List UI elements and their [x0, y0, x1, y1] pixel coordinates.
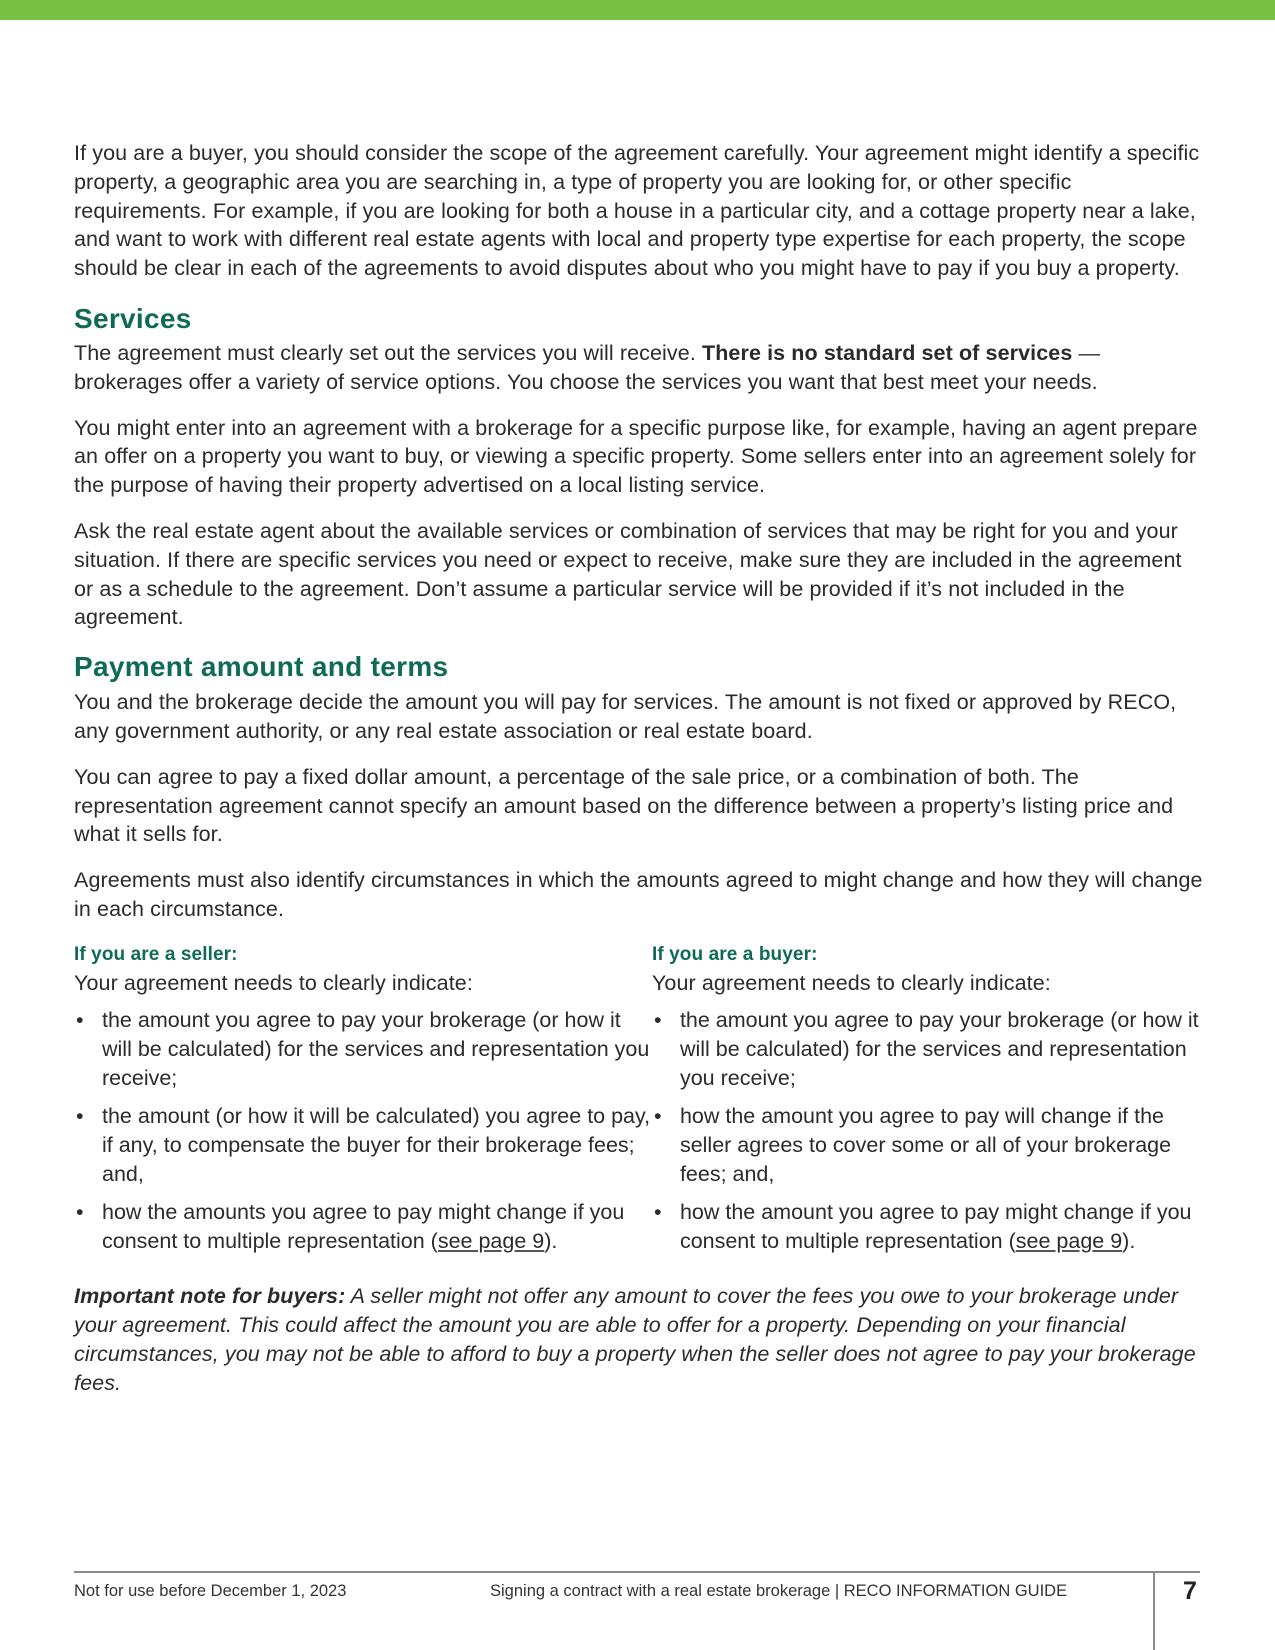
services-paragraph-2: You might enter into an agreement with a brokerage for a specific purpose like, for example, having an agent prepare an offer on a property you want to buy, or viewing a specific property. Some sellers enter into an agreement solely for the purpose of having their property advertised on a local listing service.	[74, 415, 1198, 498]
list-item-text-end: ).	[1122, 1228, 1136, 1253]
payment-paragraph-2: You can agree to pay a fixed dollar amount, a percentage of the sale price, or a combination of both. The representation agreement cannot specify an amount based on the difference between a property’s listing price and what it sells for.	[74, 764, 1174, 847]
bullet-icon: •	[653, 1199, 662, 1224]
list-item-text: the amount you agree to pay your brokerage (or how it will be calculated) for the services and representation you receive;	[102, 1007, 650, 1090]
important-note-text: A seller might not offer any amount to cover the fees you owe to your brokerage under your agreement. This could affect the amount you are able to offer for a property. Depending on your financial circumstances, you may not be able to afford to buy a property when the seller does not agree to pay your brokerage fees.	[74, 1283, 1196, 1395]
payment-heading: Payment amount and terms	[74, 651, 449, 683]
services-heading: Services	[74, 302, 192, 334]
seller-buyer-columns	[74, 943, 1204, 1265]
buyer-list	[652, 1006, 1204, 1256]
buyer-column	[652, 943, 1204, 1265]
services-paragraph-1	[74, 339, 1204, 397]
list-item-text: the amount you agree to pay your brokerage (or how it will be calculated) for the services and representation you receive;	[679, 1007, 1199, 1090]
payment-paragraph-3: Agreements must also identify circumstances in which the amounts agreed to might change and how they will change in each circumstance.	[74, 868, 1203, 921]
services-p1-bold: There is no standard set of services	[701, 340, 1073, 365]
list-item-text: how the amount you agree to pay might change if you consent to multiple representation (	[679, 1199, 1192, 1253]
bullet-icon: •	[653, 1007, 662, 1032]
footer-date-notice: Not for use before December 1, 2023	[74, 1582, 347, 1600]
list-item	[652, 1198, 1204, 1256]
list-item-text: how the amount you agree to pay will change if the seller agrees to cover some or all of your brokerage fees; and,	[679, 1103, 1172, 1186]
see-page-9-link[interactable]: see page 9	[1015, 1228, 1123, 1253]
important-note	[74, 1282, 1204, 1398]
list-item	[652, 1102, 1204, 1189]
footer-guide-title: Signing a contract with a real estate brokerage | RECO INFORMATION GUIDE	[490, 1582, 1068, 1600]
seller-intro: Your agreement needs to clearly indicate:	[74, 970, 473, 995]
list-item	[74, 1102, 652, 1189]
seller-list	[74, 1006, 652, 1256]
bullet-icon: •	[76, 1007, 84, 1032]
services-p1-text-after: — brokerages offer a variety of service options. You choose the services you want that best meet your needs.	[74, 340, 1101, 394]
buyer-intro: Your agreement needs to clearly indicate:	[651, 970, 1051, 995]
list-item-text: the amount (or how it will be calculated) you agree to pay, if any, to compensate the buyer for their brokerage fees; and,	[102, 1103, 651, 1186]
footer-divider-line	[74, 1571, 1200, 1573]
seller-column	[74, 943, 652, 1265]
payment-paragraph-1: You and the brokerage decide the amount you will pay for services. The amount is not fixed or approved by RECO, any government authority, or any real estate association or real estate board.	[74, 690, 1177, 743]
bullet-icon: •	[653, 1103, 662, 1128]
important-note-label: Important note for buyers:	[74, 1283, 346, 1308]
intro-paragraph: If you are a buyer, you should consider the scope of the agreement carefully. Your agreement might identify a specific property, a geographic area you are searching in, a type of property you are looking for, or other specific requirements. For example, if you are looking for both a house in a particular city, and a cottage property near a lake, and want to work with different real estate agents with local and property type expertise for each property, the scope should be clear in each of the agreements to avoid disputes about who you might have to pay if you buy a property.	[74, 141, 1200, 281]
bullet-icon: •	[76, 1103, 84, 1128]
footer-vertical-divider	[1153, 1571, 1155, 1650]
page-number: 7	[1183, 1577, 1197, 1605]
buyer-heading: If you are a buyer:	[651, 943, 818, 965]
list-item-text: how the amounts you agree to pay might change if you consent to multiple representation (	[102, 1199, 625, 1253]
services-paragraph-3: Ask the real estate agent about the available services or combination of services that may be right for you and your situation. If there are specific services you need or expect to receive, make sure they are included in the agreement or as a schedule to the agreement. Don’t assume a particular service will be provided if it’s not included in the agreement.	[74, 518, 1182, 630]
top-accent-bar	[0, 0, 1275, 20]
page-content	[74, 139, 1204, 1398]
see-page-9-link[interactable]: see page 9	[437, 1228, 545, 1253]
bullet-icon: •	[76, 1199, 84, 1224]
list-item	[74, 1198, 652, 1256]
services-p1-text: The agreement must clearly set out the services you will receive.	[74, 340, 702, 365]
seller-heading: If you are a seller:	[74, 943, 238, 965]
list-item	[74, 1006, 652, 1093]
list-item-text-end: ).	[544, 1228, 558, 1253]
list-item	[652, 1006, 1204, 1093]
